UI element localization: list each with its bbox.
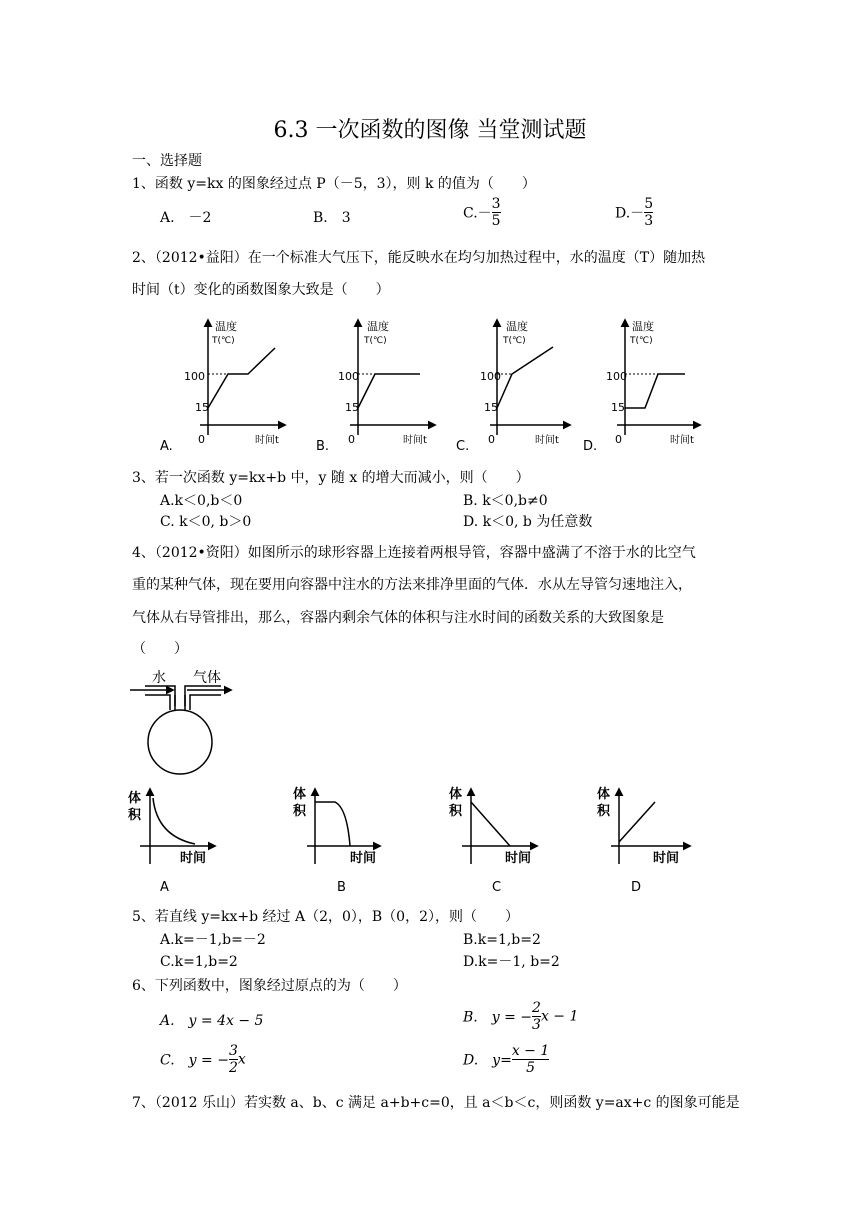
q1-option-d-fraction bbox=[644, 196, 653, 229]
q2-graph-b bbox=[316, 319, 435, 454]
q2-graph-d-xlabel: 时间t bbox=[670, 435, 694, 446]
q4-graph-c-x: 时间 bbox=[505, 851, 532, 866]
q4-graph-a bbox=[128, 789, 215, 894]
q2-graph-a-yunit: T(℃) bbox=[212, 336, 235, 346]
q2-graph-c bbox=[456, 319, 570, 454]
q4-graph-a-y1: 体 bbox=[128, 791, 142, 806]
q4-line4: （ ） bbox=[132, 641, 188, 657]
q2-graph-c-tick-15: 15 bbox=[484, 401, 498, 414]
q4-graph-d-x: 时间 bbox=[653, 851, 680, 866]
q2-graph-a-xlabel: 时间t bbox=[255, 435, 279, 446]
q4-graph-b bbox=[293, 786, 380, 894]
page-title: 6.3 一次函数的图像 当堂测试题 bbox=[273, 118, 587, 143]
q1-d-numerator: 5 bbox=[644, 196, 654, 212]
q4-line3: 气体从右导管排出，那么，容器内剩余气体的体积与注水时间的函数关系的大致图象是 bbox=[132, 610, 664, 626]
q4-sphere bbox=[148, 710, 212, 774]
q4-gas-label: 气体 bbox=[193, 670, 221, 686]
q1-d-denominator: 3 bbox=[644, 213, 654, 229]
q4-graph-b-y2: 积 bbox=[293, 804, 307, 819]
q4-graph-c-curve bbox=[471, 802, 510, 846]
q4-graph-b-x: 时间 bbox=[350, 851, 377, 866]
q2-graph-a-origin: 0 bbox=[198, 433, 205, 446]
q2-graph-c-xlabel: 时间t bbox=[535, 435, 559, 446]
q6-stem: 6、下列函数中，图象经过原点的为（ ） bbox=[132, 978, 407, 994]
q6-option-d bbox=[463, 1043, 549, 1076]
q6-option-a: A. y = 4x − 5 bbox=[160, 1013, 264, 1029]
q2-graph-d bbox=[583, 319, 700, 454]
q5-option-c: C.k=1,b=2 bbox=[160, 954, 238, 970]
q2-graph-b-yunit: T(℃) bbox=[364, 336, 387, 346]
q1-c-denominator: 5 bbox=[491, 213, 501, 229]
q4-graph-a-y2: 积 bbox=[128, 808, 142, 823]
q2-graph-b-label: B. bbox=[316, 439, 330, 454]
q1-option-c-fraction bbox=[492, 196, 501, 229]
q4-line1: 4、（2012•资阳）如图所示的球形容器上连接着两根导管，容器中盛满了不溶于水的比空气 bbox=[132, 545, 696, 561]
q3-option-a: A.k＜0,b＜0 bbox=[160, 493, 243, 509]
q6-option-b bbox=[463, 1000, 578, 1033]
q2-graph-c-yunit: T(℃) bbox=[503, 336, 526, 346]
q6-b-numerator: 2 bbox=[532, 1000, 541, 1016]
q2-graph-b-curve bbox=[358, 374, 420, 408]
q2-line2: 时间（t）变化的函数图象大致是（ ） bbox=[132, 282, 390, 298]
q4-graphs bbox=[125, 784, 725, 894]
q4-graph-c bbox=[449, 786, 537, 894]
q1-option-d-prefix: D.－ bbox=[615, 205, 645, 222]
q1-option-d bbox=[615, 196, 653, 229]
q2-graph-d-tick-15: 15 bbox=[611, 401, 625, 414]
q1-option-a: A. －2 bbox=[160, 210, 212, 226]
q2-graph-a-tick-100: 100 bbox=[184, 370, 205, 383]
q4-graph-d-y2: 积 bbox=[597, 804, 611, 819]
q2-graph-b-tick-100: 100 bbox=[338, 370, 359, 383]
q6-option-c-prefix: C. y = − bbox=[160, 1052, 229, 1069]
q2-graph-a-ylabel: 温度 bbox=[215, 320, 237, 333]
q3-option-b: B. k＜0,b≠0 bbox=[463, 493, 548, 509]
q6-option-d-fraction bbox=[512, 1043, 549, 1076]
q1-option-b: B. 3 bbox=[313, 210, 351, 226]
q2-graph-d-origin: 0 bbox=[615, 433, 622, 446]
q2-line1: 2、（2012•益阳）在一个标准大气压下，能反映水在均匀加热过程中，水的温度（T）随加热 bbox=[132, 250, 706, 266]
q4-graph-d bbox=[597, 786, 690, 894]
q6-option-c-fraction bbox=[229, 1043, 238, 1076]
q2-graph-c-tick-100: 100 bbox=[480, 370, 501, 383]
q2-graph-c-ylabel: 温度 bbox=[506, 320, 528, 333]
q4-graph-a-x: 时间 bbox=[180, 851, 207, 866]
q4-graph-d-curve bbox=[619, 802, 655, 842]
q6-option-b-suffix: x − 1 bbox=[540, 1008, 579, 1025]
q4-graph-c-y2: 积 bbox=[449, 804, 463, 819]
q1-option-c bbox=[463, 196, 501, 229]
q2-graph-d-tick-100: 100 bbox=[606, 370, 627, 383]
q5-option-d: D.k=－1, b=2 bbox=[463, 954, 560, 970]
q4-graph-b-curve bbox=[315, 802, 350, 846]
q6-option-b-fraction bbox=[532, 1000, 541, 1033]
q6-b-denominator: 3 bbox=[532, 1017, 541, 1033]
q2-graph-d-label: D. bbox=[583, 439, 598, 454]
q2-graph-a-label: A. bbox=[160, 439, 173, 454]
q2-graph-b-xlabel: 时间t bbox=[403, 435, 427, 446]
q1-option-c-prefix: C.－ bbox=[463, 205, 492, 222]
q5-option-b: B.k=1,b=2 bbox=[463, 932, 541, 948]
q6-option-c bbox=[160, 1043, 246, 1076]
q6-option-b-prefix: B. y = − bbox=[463, 1009, 533, 1026]
q2-graph-a-curve bbox=[208, 348, 275, 408]
q4-line2: 重的某种气体，现在要用向容器中注水的方法来排净里面的气体．水从左导管匀速地注入， bbox=[132, 577, 692, 593]
q2-graph-c-curve bbox=[497, 347, 553, 408]
q4-graph-a-curve bbox=[153, 798, 195, 844]
q2-graph-b-ylabel: 温度 bbox=[367, 320, 389, 333]
q2-graph-d-curve bbox=[625, 374, 685, 408]
q2-graph-a bbox=[160, 319, 285, 454]
q4-graph-c-label: C bbox=[492, 880, 502, 894]
q3-stem: 3、若一次函数 y=kx+b 中，y 随 x 的增大而减小，则（ ） bbox=[132, 470, 530, 486]
q6-d-denominator: 5 bbox=[526, 1060, 535, 1076]
q2-graph-d-yunit: T(℃) bbox=[630, 336, 653, 346]
q4-graph-d-y1: 体 bbox=[597, 787, 611, 802]
q6-c-denominator: 2 bbox=[228, 1060, 238, 1076]
q2-graphs bbox=[150, 310, 730, 460]
q1-stem: 1、函数 y=kx 的图象经过点 P（－5，3），则 k 的值为（ ） bbox=[132, 176, 536, 192]
q4-graph-d-label: D bbox=[631, 880, 642, 894]
q2-graph-b-origin: 0 bbox=[348, 433, 355, 446]
q6-d-numerator: x − 1 bbox=[511, 1043, 550, 1059]
q5-stem: 5、若直线 y=kx+b 经过 A（2，0），B（0，2），则（ ） bbox=[132, 909, 519, 925]
q2-graph-d-ylabel: 温度 bbox=[632, 320, 654, 333]
q6-option-d-prefix: D. y= bbox=[463, 1052, 512, 1069]
q2-graph-b-tick-15: 15 bbox=[345, 401, 359, 414]
q6-c-numerator: 3 bbox=[228, 1043, 238, 1059]
q7-stem: 7、（2012 乐山）若实数 a、b、c 满足 a+b+c=0，且 a＜b＜c，则函数 y=ax+c 的图象可能是 bbox=[132, 1095, 740, 1111]
q4-graph-a-label: A bbox=[160, 880, 169, 894]
q3-option-d: D. k＜0, b 为任意数 bbox=[463, 514, 593, 530]
q2-graph-a-tick-15: 15 bbox=[195, 401, 209, 414]
q4-graph-b-y1: 体 bbox=[293, 787, 307, 802]
q2-graph-c-origin: 0 bbox=[488, 433, 495, 446]
section-heading: 一、选择题 bbox=[132, 153, 202, 169]
q4-graph-b-label: B bbox=[337, 880, 346, 894]
q4-graph-c-y1: 体 bbox=[449, 787, 463, 802]
q5-option-a: A.k=－1,b=－2 bbox=[160, 932, 266, 948]
q6-option-c-suffix: x bbox=[237, 1051, 246, 1068]
q4-water-label: 水 bbox=[152, 670, 166, 686]
q4-container-figure bbox=[125, 664, 245, 784]
q3-option-c: C. k＜0, b＞0 bbox=[160, 514, 252, 530]
q2-graph-c-label: C. bbox=[456, 439, 470, 454]
q1-c-numerator: 3 bbox=[491, 196, 501, 212]
